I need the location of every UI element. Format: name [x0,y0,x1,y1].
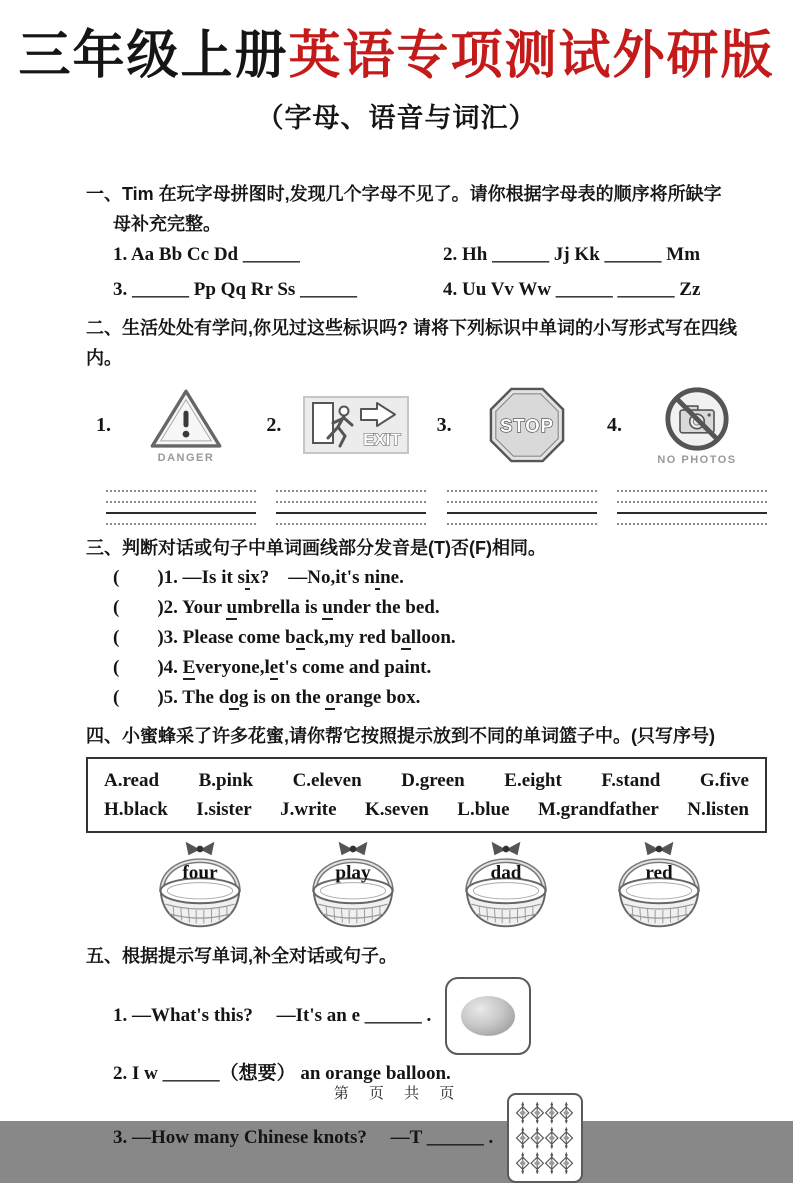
no-photos-icon [663,385,731,453]
egg-picture-box [445,977,531,1055]
basket-label-dad: dad [490,862,522,884]
writing-line [447,523,597,525]
section-1-items [113,242,767,303]
page-title [0,0,793,86]
sentence-text: ( )5. The d [113,687,230,708]
stop-sign [457,386,597,464]
basket-play [297,837,409,933]
section-1-heading-line1: 一、Tim 在玩字母拼图时,发现几个字母不见了。请你根据字母表的顺序将所缺字 [86,184,722,204]
writing-line [106,490,256,492]
word-item: D.green [401,770,465,791]
word-bank-box [86,757,767,833]
underlined-letter: i [244,567,251,588]
letter-sequence-item-4: 4. Uu Vv Ww ______ ______ Zz [443,279,701,300]
sign-danger [96,379,256,471]
writing-line [617,512,767,514]
writing-lines-4 [617,490,767,525]
fill-item-3 [113,1093,767,1183]
word-bank-row-1 [104,766,749,795]
word-item: J.write [280,799,337,820]
writing-line [617,501,767,503]
sentence-text: lloon. [410,627,456,648]
section-4-word-baskets [86,721,767,933]
chinese-knots-picture-box [507,1093,583,1183]
sign-exit [266,379,426,471]
writing-lines-1 [106,490,256,525]
basket-red [603,837,715,933]
stop-sign-label: STOP [499,414,554,436]
underlined-letter: a [401,627,411,648]
writing-line [276,490,426,492]
writing-line [106,501,256,503]
word-item: H.black [104,799,168,820]
underlined-letter: o [229,687,239,708]
page-footer: 第 页 共 页 [333,1085,460,1102]
word-item: A.read [104,770,160,791]
writing-line [276,512,426,514]
section-3-pronunciation [86,533,767,713]
basket-label-play: play [335,862,371,884]
underlined-letter: o [325,687,335,708]
writing-line [276,523,426,525]
pronunciation-item-3 [113,623,767,653]
section-5-heading: 五、根据提示写单词,补全对话或句子。 [86,946,397,966]
writing-line [447,512,597,514]
fill-item-1-text: 1. —What's this? —It's an e ______ . [113,1005,432,1026]
writing-line [447,490,597,492]
section-1-heading [86,179,767,239]
sentence-text: ne. [380,567,404,588]
sentence-text: range box. [334,687,421,708]
sign-number: 2. [266,413,282,436]
writing-lines-3 [447,490,597,525]
sign-cell-stop [437,379,597,525]
sentence-text: nder the bed. [332,597,440,618]
word-item: F.stand [601,770,661,791]
pronunciation-item-5 [113,683,767,713]
writing-line [617,523,767,525]
word-item: E.eight [504,770,562,791]
sentence-text: g is on the [238,687,326,708]
section-4-heading: 四、小蜜蜂采了许多花蜜,请你帮它按照提示放到不同的单词篮子中。(只写序号) [86,726,715,746]
signs-row [96,379,767,525]
chinese-knots-image [514,1100,576,1176]
basket-label-red: red [645,862,673,884]
exit-sign [286,396,426,454]
title-subject-part: 英语专项测试外研版 [288,27,775,85]
page-subtitle: （字母、语音与词汇） [256,103,537,133]
sign-cell-danger [96,379,256,525]
writing-line [106,512,256,514]
underlined-letter: E [182,657,196,678]
sentence-text: ( )2. Your [113,597,227,618]
writing-line [276,501,426,503]
exit-sign-icon [303,396,409,454]
worksheet-content [0,179,793,1183]
letter-sequence-item-2: 2. Hh ______ Jj Kk ______ Mm [443,244,701,265]
pronunciation-item-4 [113,653,767,683]
underlined-letter: u [226,597,238,618]
no-photos-sign-label: NO PHOTOS [657,453,737,466]
section-2-signs [86,313,767,525]
stop-sign-icon [488,386,566,464]
sign-number: 4. [606,413,622,436]
title-grade-part: 三年级上册 [18,27,289,85]
writing-line [617,490,767,492]
word-item: L.blue [457,799,510,820]
section-5-fill-words [86,941,767,1183]
danger-sign-label: DANGER [157,451,215,464]
fill-item-1 [113,977,767,1055]
no-photos-sign [627,385,767,466]
sign-cell-no-photos [607,379,767,525]
word-item: I.sister [196,799,252,820]
sentence-text: t's come and paint. [278,657,432,678]
danger-sign [116,387,256,464]
sign-stop [437,379,597,471]
section-1-letters [86,179,767,303]
sign-number: 3. [436,413,452,436]
writing-lines-2 [276,490,426,525]
section-3-heading: 三、判断对话或句子中单词画线部分发音是(T)否(F)相同。 [86,538,546,558]
basket-label-four: four [182,862,218,884]
sentence-text: ( )4. [113,657,183,678]
section-2-heading: 二、生活处处有学问,你见过这些标识吗? 请将下列标识中单词的小写形式写在四线内。 [86,318,737,368]
exit-sign-label: EXIT [363,430,402,449]
pronunciation-item-1 [113,563,767,593]
section-1-heading-line2: 母补充完整。 [113,214,221,234]
egg-image [461,996,515,1036]
basket-four [144,837,256,933]
word-item: C.eleven [292,770,362,791]
underlined-letter: i [374,567,381,588]
pronunciation-item-2 [113,593,767,623]
writing-line [106,523,256,525]
sentence-text: x? —No,it's n [250,567,375,588]
sentence-text: mbrella is [237,597,323,618]
basket-dad [450,837,562,933]
fill-item-2-text: 2. I w ______（想要） an orange balloon. [113,1063,451,1084]
sign-cell-exit [266,379,426,525]
word-item: N.listen [687,799,749,820]
underlined-letter: e [269,657,279,678]
sentence-text: ( )3. Please come b [113,627,296,648]
underlined-letter: a [295,627,306,648]
sentence-text: veryone,l [195,657,270,678]
letter-sequence-item-1: 1. Aa Bb Cc Dd ______ [113,244,300,265]
word-item: B.pink [198,770,254,791]
sentence-text: ( )1. —Is it s [113,567,245,588]
sign-no-photos [607,379,767,471]
baskets-row [86,833,767,933]
word-bank-row-2 [104,795,749,824]
word-item: G.five [699,770,749,791]
word-item: M.grandfather [537,799,659,820]
writing-line [447,501,597,503]
danger-triangle-icon [148,387,224,451]
letter-sequence-item-3: 3. ______ Pp Qq Rr Ss ______ [113,279,358,300]
sentence-text: ck,my red b [305,627,402,648]
word-item: K.seven [365,799,429,820]
fill-item-3-text: 3. —How many Chinese knots? —T ______ . [113,1127,494,1148]
sign-number: 1. [96,413,111,436]
underlined-letter: u [322,597,333,618]
